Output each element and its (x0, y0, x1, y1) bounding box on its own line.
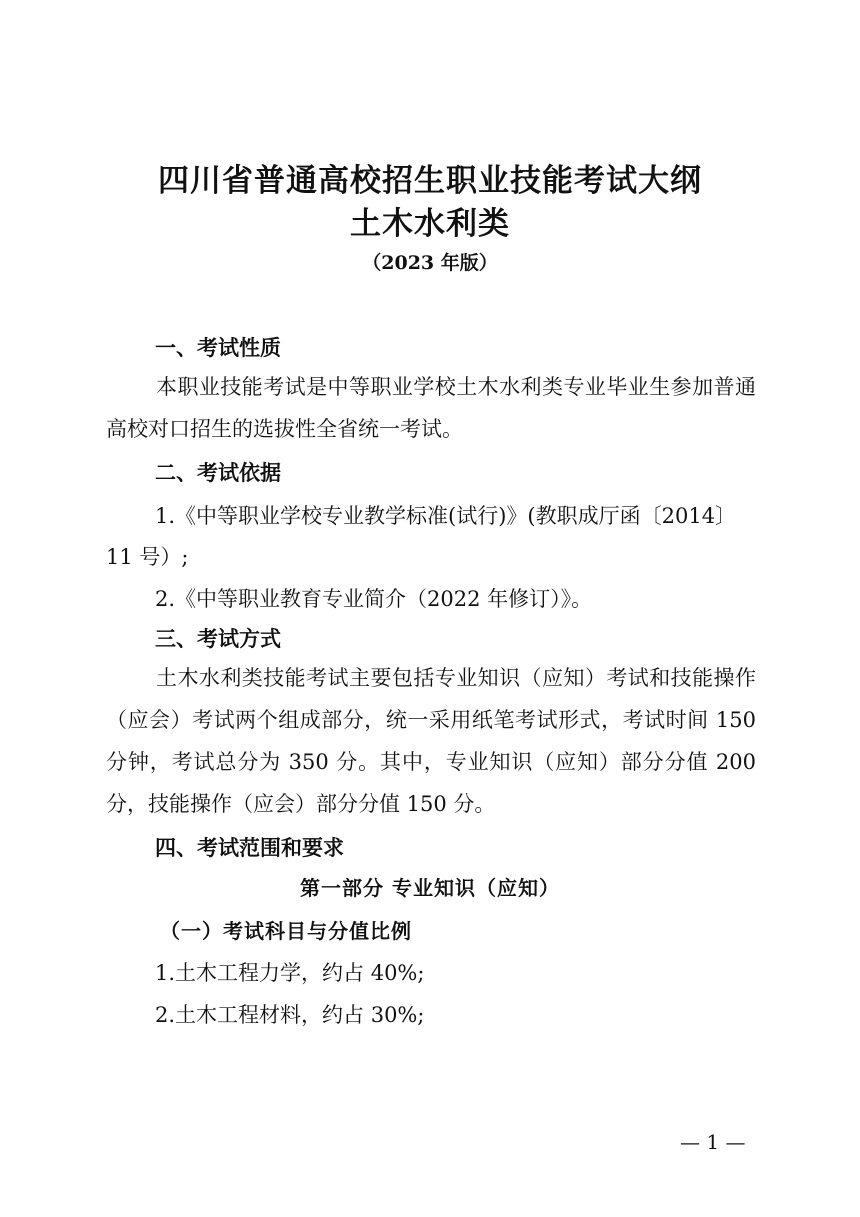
basis-item-2: 2.《中等职业教育专业简介（2022 年修订）》。 (155, 587, 593, 611)
section-heading-method: 三、考试方式 (155, 627, 281, 651)
edition-label: （2023 年版） (362, 252, 498, 274)
section-heading-basis: 二、考试依据 (155, 461, 281, 485)
section-heading-nature: 一、考试性质 (155, 336, 281, 360)
part-title: 第一部分 专业知识（应知） (300, 876, 560, 900)
subject-item-1: 1.土木工程力学，约占 40%; (155, 961, 425, 985)
document-title: 四川省普通高校招生职业技能考试大纲 (158, 163, 702, 199)
basis-item-1: 1.《中等职业学校专业教学标准(试行)》(教职成厅函〔2014〕 (155, 504, 737, 528)
section-heading-scope: 四、考试范围和要求 (155, 836, 344, 860)
section-text-method: 土木水利类技能考试主要包括专业知识（应知）考试和技能操作（应会）考试两个组成部分，统一采用纸笔考试形式，考试时间 150 分钟，考试总分为 350 分。其中，专业知识（应知）部分分值 200 分，技能操作（应会）部分分值 150 分。 (106, 666, 756, 816)
subject-item-2: 2.土木工程材料，约占 30%; (155, 1003, 425, 1027)
page-number: — 1 — (680, 1130, 746, 1154)
section-text-nature: 本职业技能考试是中等职业学校土木水利类专业毕业生参加普通高校对口招生的选拔性全省统一考试。 (106, 375, 756, 441)
subsection-heading: （一）考试科目与分值比例 (160, 919, 412, 943)
basis-item-1-cont: 11 号）; (106, 545, 189, 569)
document-subtitle: 土木水利类 (350, 206, 510, 242)
